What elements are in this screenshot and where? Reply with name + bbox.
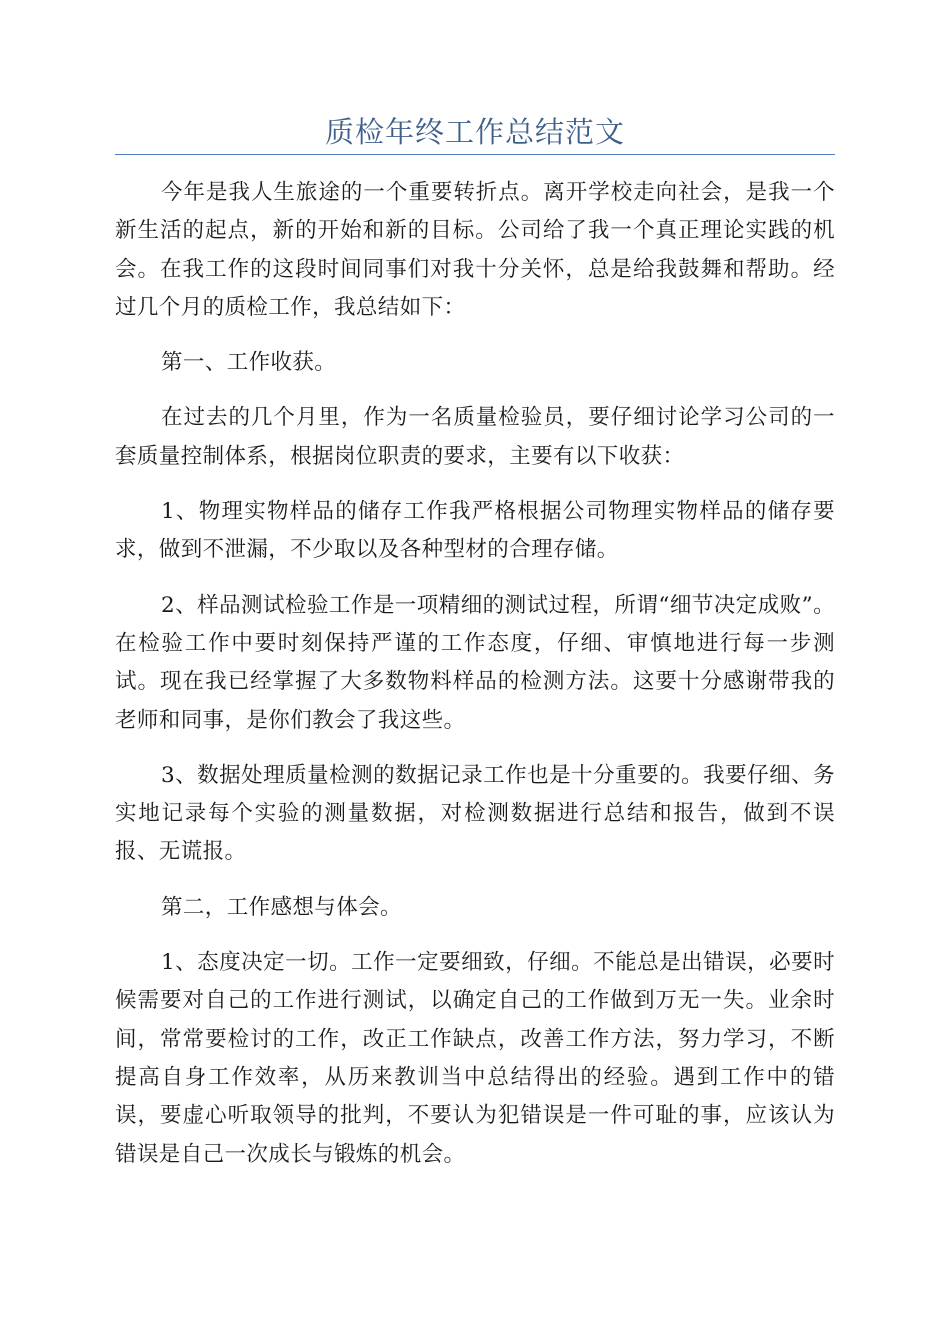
list-item-3: 3、数据处理质量检测的数据记录工作也是十分重要的。我要仔细、务实地记录每个实验的测量数据，对检测数据进行总结和报告，做到不误报、无谎报。: [115, 762, 835, 865]
title-underline: [115, 154, 835, 155]
paragraph-section-1-intro: 在过去的几个月里，作为一名质量检验员，要仔细讨论学习公司的一套质量控制体系，根据岗位职责的要求，主要有以下收获：: [115, 405, 835, 469]
list-item-4: 1、态度决定一切。工作一定要细致，仔细。不能总是出错误，必要时候需要对自己的工作进行测试，以确定自己的工作做到万无一失。业余时间，常常要检讨的工作，改正工作缺点，改善工作方法，努力学习，不断提高自身工作效率，从历来教训当中总结得出的经验。遇到工作中的错误，要虚心听取领导的批判，不要认为犯错误是一件可耻的事，应该认为错误是自己一次成长与锻炼的机会。: [115, 950, 835, 1167]
section-heading-2: 第二，工作感想与体会。: [161, 894, 402, 920]
paragraph-intro: 今年是我人生旅途的一个重要转折点。离开学校走向社会，是我一个新生活的起点，新的开始和新的目标。公司给了我一个真正理论实践的机会。在我工作的这段时间同事们对我十分关怀，总是给我鼓舞和帮助。经过几个月的质检工作，我总结如下：: [115, 180, 835, 320]
document-body: [115, 174, 835, 1191]
list-item-1: 1、物理实物样品的储存工作我严格根据公司物理实物样品的储存要求，做到不泄漏，不少取以及各种型材的合理存储。: [115, 499, 835, 563]
section-heading-1: 第一、工作收获。: [161, 350, 337, 376]
page-title: 质检年终工作总结范文: [324, 115, 625, 149]
list-item-2: 2、样品测试检验工作是一项精细的测试过程，所谓“细节决定成败”。在检验工作中要时刻保持严谨的工作态度，仔细、审慎地进行每一步测试。现在我已经掌握了大多数物料样品的检测方法。这要十分感谢带我的老师和同事，是你们教会了我这些。: [115, 592, 835, 733]
